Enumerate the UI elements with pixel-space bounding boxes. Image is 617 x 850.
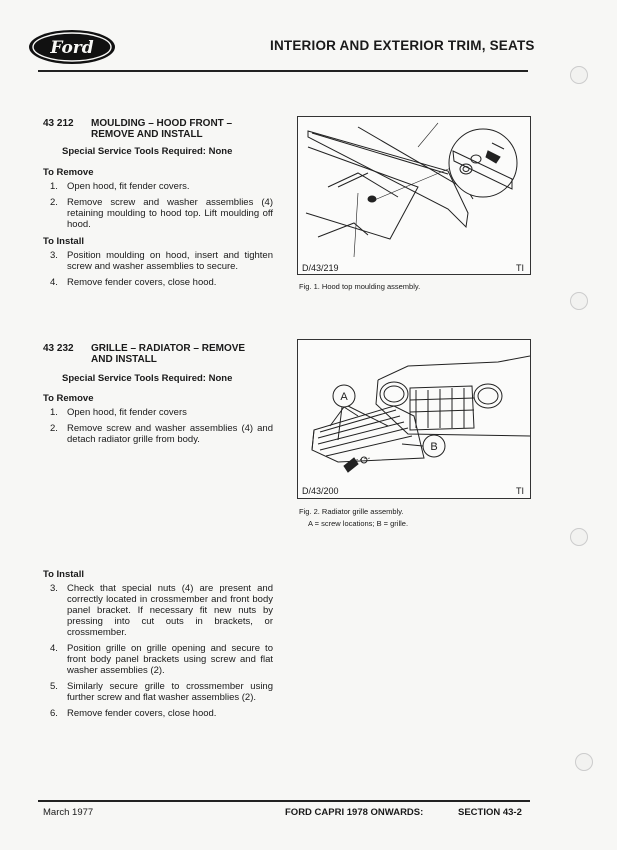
figure2: [297, 339, 531, 499]
footer-rule: [38, 800, 530, 802]
footer-publication: FORD CAPRI 1978 ONWARDS:: [285, 807, 424, 818]
figure2-caption-line1: Fig. 2. Radiator grille assembly.: [299, 507, 404, 516]
list-item: 2. Remove screw and washer assemblies (4) retaining moulding to hood top. Lift moulding off hood.: [50, 197, 273, 230]
section2-install-steps: [43, 583, 273, 724]
section1-install-steps: [43, 250, 273, 293]
figure1-ref: D/43/219: [302, 263, 339, 273]
label-a: A: [340, 391, 348, 403]
section1-number: 43 212: [43, 118, 74, 129]
section1-install-heading: To Install: [43, 236, 84, 247]
list-item: 4. Position grille on grille opening and secure to front body panel brackets using screw and flat washer assemblies (2).: [50, 643, 273, 676]
section2-heading: [43, 343, 283, 367]
ford-logo: [28, 29, 116, 65]
list-item: 4. Remove fender covers, close hood.: [50, 277, 217, 288]
label-b: B: [430, 441, 438, 453]
section2-remove-steps: [43, 407, 273, 450]
list-item: 6. Remove fender covers, close hood.: [50, 708, 217, 719]
list-item: 1. Open hood, fit fender covers: [50, 407, 187, 418]
radiator-grille-illustration: [298, 340, 530, 498]
section2-number: 43 232: [43, 343, 74, 354]
figure1-tag: TI: [516, 263, 524, 273]
binder-hole: [570, 292, 588, 310]
section1-remove-heading: To Remove: [43, 167, 94, 178]
binder-hole: [570, 66, 588, 84]
figure1-caption: Fig. 1. Hood top moulding assembly.: [299, 282, 421, 291]
section1-tools: Special Service Tools Required: None: [62, 146, 233, 157]
header-title: INTERIOR AND EXTERIOR TRIM, SEATS: [270, 38, 535, 53]
figure2-ref: D/43/200: [302, 486, 339, 496]
list-item: 3. Check that special nuts (4) are present and correctly located in crossmember and front body panel bracket. If necessary fit new nuts by pressing into cut outs in brackets, or crossmember.: [50, 583, 273, 638]
footer-date: March 1977: [43, 807, 94, 818]
header-rule: [38, 70, 528, 72]
list-item: 2. Remove screw and washer assemblies (4) and detach radiator grille from body.: [50, 423, 273, 445]
list-item: 3. Position moulding on hood, insert and tighten screw and washer assemblies to secure.: [50, 250, 273, 272]
figure1: [297, 116, 531, 275]
section2-remove-heading: To Remove: [43, 393, 94, 404]
list-item: 1. Open hood, fit fender covers.: [50, 181, 190, 192]
section1-remove-steps: [43, 181, 273, 235]
section2-install-heading: To Install: [43, 569, 84, 580]
figure2-tag: TI: [516, 486, 524, 496]
section1-heading: [43, 118, 283, 142]
section2-title: GRILLE – RADIATOR – REMOVE AND INSTALL: [91, 343, 246, 365]
footer-section: SECTION 43-2: [458, 807, 522, 818]
binder-hole: [575, 753, 593, 771]
hood-moulding-illustration: [298, 117, 530, 274]
list-item: 5. Similarly secure grille to crossmember using further screw and flat washer assemblies (2).: [50, 681, 273, 703]
binder-hole: [570, 528, 588, 546]
section1-title: MOULDING – HOOD FRONT – REMOVE AND INSTALL: [91, 118, 233, 140]
section2-tools: Special Service Tools Required: None: [62, 373, 233, 384]
ford-logo-text: Ford: [50, 38, 94, 58]
figure2-caption-line2: A = screw locations; B = grille.: [308, 519, 409, 528]
